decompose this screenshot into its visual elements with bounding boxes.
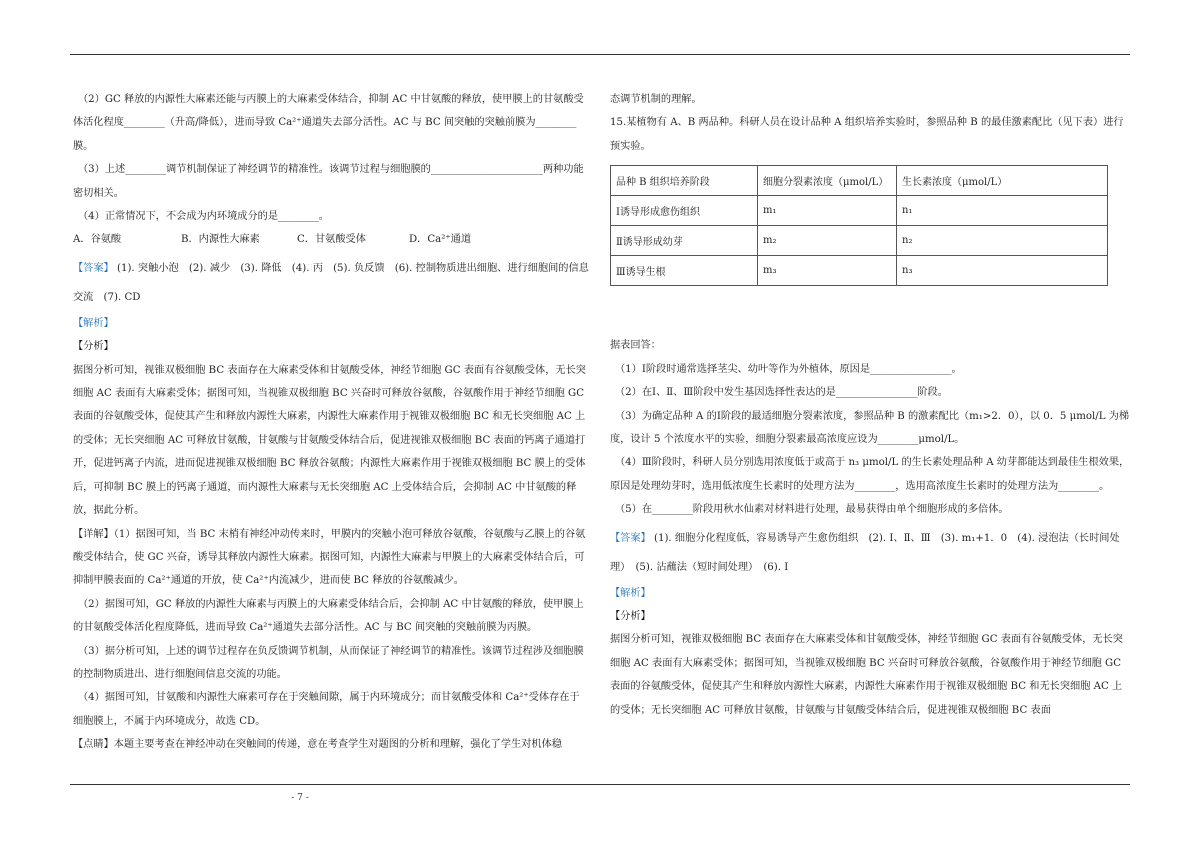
table-cell: Ⅰ诱导形成愈伤组织: [611, 196, 758, 226]
question-3: （3）上述________调节机制保证了神经调节的精准性。该调节过程与细胞膜的______________________两种功能密切相关。: [73, 164, 584, 199]
option-a: A．谷氨酸: [73, 234, 122, 246]
part-1: （1）Ⅰ阶段时通常选择茎尖、幼叶等作为外植体，原因是________________。: [615, 363, 962, 375]
table-cell: n₁: [897, 196, 1108, 226]
table-row: [611, 196, 1108, 226]
table-cell: Ⅱ诱导形成幼芽: [611, 226, 758, 256]
top-rule: [70, 54, 1130, 55]
spacer: [610, 286, 1130, 334]
hormone-table: [610, 165, 1108, 286]
part-2: （2）在Ⅰ、Ⅱ、Ⅲ阶段中发生基因选择性表达的是________________阶段。: [615, 387, 948, 399]
option-b: B．内源性大麻素: [181, 234, 260, 246]
table-row: [611, 256, 1108, 286]
table-cell: n₃: [897, 256, 1108, 286]
answer-text: (1). 细胞分化程度低，容易诱导产生愈伤组织 (2). Ⅰ、Ⅱ、Ⅲ (3). m₁+1．0 (4). 浸泡法（长时间处理） (5). 沾蘸法（短时间处理） (6). Ⅰ: [610, 532, 1120, 573]
continuation: 态调节机制的理解。: [610, 94, 702, 105]
question-4: （4）正常情况下，不会成为内环境成分的是________。: [78, 211, 329, 223]
xiangjie-3: （3）据分析可知，上述的调节过程存在负反馈调节机制，从而保证了神经调节的精准性。该调节过程涉及细胞膜的控制物质进出、进行细胞间信息交流的功能。: [73, 645, 584, 680]
answer: [73, 254, 589, 312]
analysis-label: 【解析】: [73, 317, 114, 329]
answer-label: 【答案】: [610, 532, 651, 544]
dianjing-label: 【点睛】: [73, 739, 114, 751]
option-d: D．Ca²⁺通道: [409, 234, 472, 246]
xiangjie-2: （2）据图可知，GC 释放的内源性大麻素与丙膜上的大麻素受体结合后，会抑制 AC 中甘氨酸的释放，使甲膜上的甘氨酸受体活化程度降低，进而导致 Ca²⁺通道失去部分活性。AC 与 BC 间突触的突触前膜为丙膜。: [73, 598, 584, 634]
answer-label: 【答案】: [73, 262, 114, 274]
xiangjie-label: 【详解】: [73, 528, 114, 540]
fenxi-text: 据图分析可知，视锥双极细胞 BC 表面存在大麻素受体和甘氨酸受体，神经节细胞 GC 表面有谷氨酸受体，无长突细胞 AC 表面有大麻素受体；据图可知，当视锥双极细胞 BC 兴奋时可释放谷氨酸，谷氨酸作用于神经节细胞 GC 表面的谷氨酸受体，促使其产生和释放内源性大麻素，内源性大麻素作用于视锥双极细胞 BC 和无长突细胞 AC 上的受体；无长突细胞 AC 可释放甘氨酸，甘氨酸与甘氨酸受体结合后，促进视锥双极细胞 BC 表面的钙离子通道打开，促进钙离子内流，进而促进视锥双极细胞 BC 释放谷氨酸；内源性大麻素作用于视锥双极细胞 BC 膜上的受体后，可抑制 BC 膜上的钙离子通道，而内源性大麻素与无长突细胞 AC 上受体结合后，会抑制 AC 中甘氨酸的释放，据此分析。: [73, 364, 586, 517]
answer: [610, 524, 1130, 582]
left-column: [73, 88, 589, 757]
xiangjie-1: [73, 523, 589, 593]
table-cell: n₂: [897, 226, 1108, 256]
table-cell: m₃: [758, 256, 897, 286]
fenxi-label: 【分析】: [73, 341, 114, 353]
fenxi-label: 【分析】: [610, 611, 651, 623]
answer-text: (1). 突触小泡 (2). 减少 (3). 降低 (4). 丙 (5). 负反馈 (6). 控制物质进出细胞、进行细胞间的信息交流 (7). CD: [73, 262, 589, 303]
question-15: 15.某植物有 A、B 两品种。科研人员在设计品种 A 组织培养实验时，参照品种 B 的最佳激素配比（见下表）进行预实验。: [610, 117, 1124, 153]
bottom-rule: [70, 784, 1130, 785]
dianjing: [73, 733, 589, 756]
part-4: （4）Ⅲ阶段时，科研人员分别选用浓度低于或高于 n₃ μmol/L 的生长素处理品种 A 幼芽都能达到最佳生根效果，原因是处理幼芽时，选用低浓度生长素时的处理方法为________，选用高浓度生长素时的处理方法为________。: [610, 457, 1130, 492]
dianjing-text: 本题主要考查在神经冲动在突触间的传递，意在考查学生对题图的分析和理解，强化了学生对机体稳: [113, 739, 562, 751]
fenxi-text: 据图分析可知，视锥双极细胞 BC 表面存在大麻素受体和甘氨酸受体，神经节细胞 GC 表面有谷氨酸受体，无长突细胞 AC 表面有大麻素受体；据图可知，当视锥双极细胞 BC 兴奋时可释放谷氨酸，谷氨酸作用于神经节细胞 GC 表面的谷氨酸受体，促使其产生和释放内源性大麻素，内源性大麻素作用于视锥双极细胞 BC 和无长突细胞 AC 上的受体；无长突细胞 AC 可释放甘氨酸，甘氨酸与甘氨酸受体结合后，促进视锥双极细胞 BC 表面: [610, 634, 1123, 716]
prompt: 据表回答：: [610, 340, 661, 352]
options: [73, 228, 589, 251]
page-number: - 7 -: [291, 793, 309, 803]
table-row: [611, 226, 1108, 256]
table-header: 生长素浓度（μmol/L）: [897, 166, 1108, 196]
table-cell: Ⅲ诱导生根: [611, 256, 758, 286]
analysis-label: 【解析】: [610, 587, 651, 599]
option-c: C．甘氨酸受体: [297, 234, 366, 246]
part-5: （5）在________阶段用秋水仙素对材料进行处理，最易获得由单个细胞形成的多倍体。: [615, 504, 1009, 516]
table-cell: m₂: [758, 226, 897, 256]
xiangjie-4: （4）据图可知，甘氨酸和内源性大麻素可存在于突触间隙，属于内环境成分；而甘氨酸受体和 Ca²⁺受体存在于细胞膜上，不属于内环境成分，故选 CD。: [73, 692, 580, 727]
question-2: （2）GC 释放的内源性大麻素还能与丙膜上的大麻素受体结合，抑制 AC 中甘氨酸的释放，使甲膜上的甘氨酸受体活化程度________（升高/降低），进而导致 Ca²⁺通道失去部分活性。AC 与 BC 间突触的突触前膜为________膜。: [73, 94, 584, 152]
table-cell: m₁: [758, 196, 897, 226]
table-header-row: [611, 166, 1108, 196]
table-header: 品种 B 组织培养阶段: [611, 166, 758, 196]
xiangjie-1-text: （1）据图可知，当 BC 末梢有神经冲动传来时，甲膜内的突触小泡可释放谷氨酸，谷氨酸与乙膜上的谷氨酸受体结合，使 GC 兴奋，诱导其释放内源性大麻素。据图可知，内源性大麻素与甲膜上的大麻素受体结合后，可抑制甲膜表面的 Ca²⁺通道的开放，使 Ca²⁺内流减少，进而使 BC 释放的谷氨酸减少。: [73, 528, 586, 587]
table-header: 细胞分裂素浓度（μmol/L）: [758, 166, 897, 196]
right-column: [610, 88, 1130, 722]
part-3: （3）为确定品种 A 的Ⅰ阶段的最适细胞分裂素浓度，参照品种 B 的激素配比（m₁>2．0），以 0．5 μmol/L 为梯度，设计 5 个浓度水平的实验，细胞分裂素最高浓度应设为________μmol/L。: [610, 410, 1130, 446]
